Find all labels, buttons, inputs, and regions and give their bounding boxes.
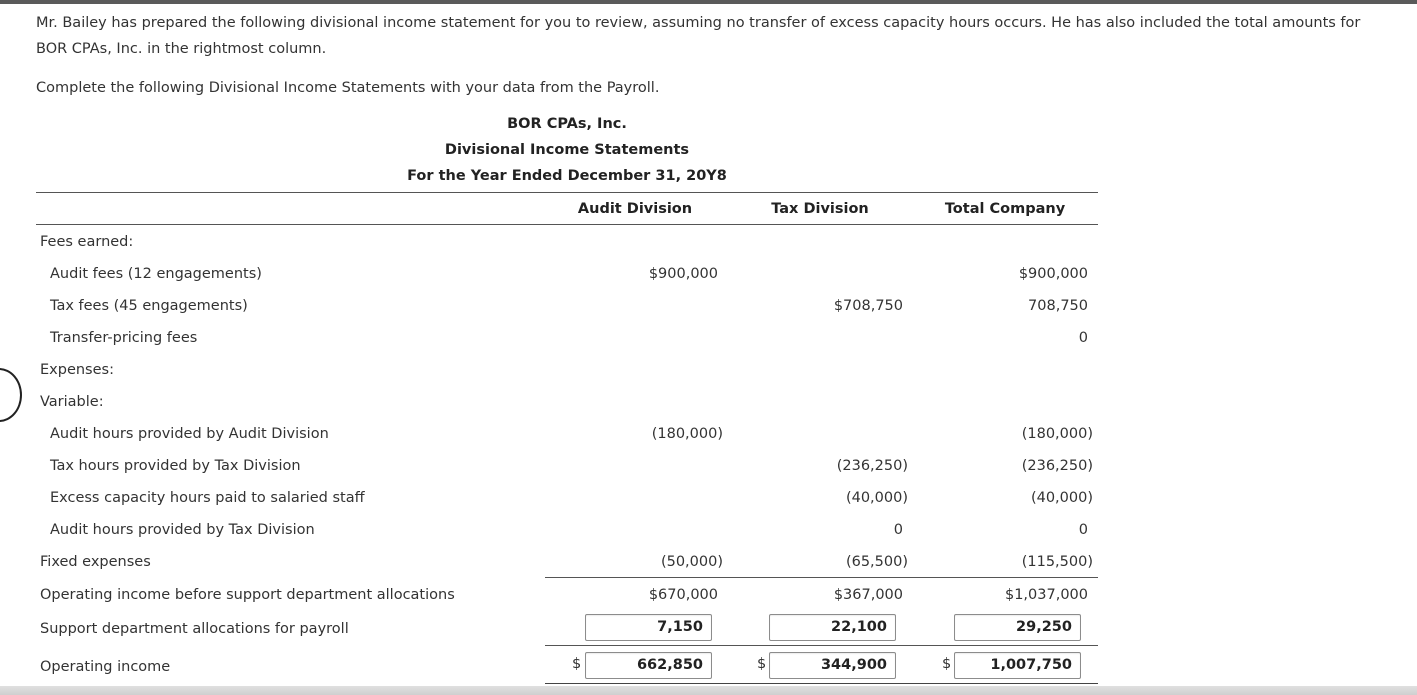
op-income-audit-dollar: $	[572, 656, 582, 672]
op-income-label: Operating income	[40, 659, 171, 675]
statement-period: For the Year Ended December 31, 20Y8	[407, 168, 727, 184]
op-before-tax: $367,000	[833, 587, 903, 603]
audit-hours-audit-label: Audit hours provided by Audit Division	[50, 426, 329, 442]
expenses-label: Expenses:	[40, 362, 114, 378]
tax-fees-tax: $708,750	[833, 298, 903, 314]
fees-earned-label: Fees earned:	[40, 234, 134, 250]
excess-capacity-label: Excess capacity hours paid to salaried staff	[50, 490, 365, 506]
op-income-top-rule	[545, 645, 1098, 646]
tax-fees-total: 708,750	[1028, 298, 1088, 314]
audit-fees-audit: $900,000	[648, 266, 718, 282]
support-tax-input[interactable]: 22,100	[769, 614, 896, 641]
transfer-fees-label: Transfer-pricing fees	[50, 330, 198, 346]
tax-hours-tax-tax: (236,250)	[836, 458, 908, 474]
header-top-rule	[36, 192, 1098, 193]
excess-capacity-total: (40,000)	[1030, 490, 1093, 506]
radio-indicator-icon[interactable]	[0, 368, 22, 422]
intro-line-1: Mr. Bailey has prepared the following divisional income statement for you to review, assuming no transfer of excess capacity hours occurs. He has also included the total amounts for	[36, 15, 1361, 31]
audit-hours-audit-audit: (180,000)	[651, 426, 723, 442]
col-header-tax: Tax Division	[771, 201, 869, 217]
audit-hours-tax-label: Audit hours provided by Tax Division	[50, 522, 315, 538]
op-before-label: Operating income before support department allocations	[40, 587, 455, 603]
tax-hours-tax-total: (236,250)	[1021, 458, 1093, 474]
fixed-expenses-total: (115,500)	[1021, 554, 1093, 570]
support-total-input[interactable]: 29,250	[954, 614, 1081, 641]
op-income-total-input[interactable]: 1,007,750	[954, 652, 1081, 679]
audit-fees-label: Audit fees (12 engagements)	[50, 266, 262, 282]
op-income-total-dollar: $	[942, 656, 952, 672]
transfer-fees-total: 0	[1078, 330, 1088, 346]
subtotal-rule	[545, 577, 1098, 578]
bottom-scroll-edge	[0, 686, 1417, 695]
top-border	[0, 0, 1417, 4]
excess-capacity-tax: (40,000)	[845, 490, 908, 506]
fixed-expenses-tax: (65,500)	[845, 554, 908, 570]
audit-hours-audit-total: (180,000)	[1021, 426, 1093, 442]
intro-line-2: BOR CPAs, Inc. in the rightmost column.	[36, 41, 327, 57]
support-audit-input[interactable]: 7,150	[585, 614, 712, 641]
audit-fees-total: $900,000	[1018, 266, 1088, 282]
double-rule-upper	[545, 683, 1098, 684]
instruction-text: Complete the following Divisional Income Statements with your data from the Payroll.	[36, 80, 660, 96]
tax-fees-label: Tax fees (45 engagements)	[50, 298, 248, 314]
col-header-audit: Audit Division	[577, 201, 693, 217]
op-income-audit-input[interactable]: 662,850	[585, 652, 712, 679]
company-name: BOR CPAs, Inc.	[507, 116, 627, 132]
op-before-audit: $670,000	[648, 587, 718, 603]
audit-hours-tax-total: 0	[1078, 522, 1088, 538]
support-label: Support department allocations for payroll	[40, 621, 349, 637]
op-before-total: $1,037,000	[1004, 587, 1088, 603]
op-income-tax-dollar: $	[757, 656, 767, 672]
variable-label: Variable:	[40, 394, 104, 410]
tax-hours-tax-label: Tax hours provided by Tax Division	[50, 458, 301, 474]
fixed-expenses-audit: (50,000)	[660, 554, 723, 570]
header-bottom-rule	[36, 224, 1098, 225]
op-income-tax-input[interactable]: 344,900	[769, 652, 896, 679]
statement-title: Divisional Income Statements	[444, 142, 690, 158]
audit-hours-tax-tax: 0	[893, 522, 903, 538]
col-header-total: Total Company	[944, 201, 1066, 217]
fixed-expenses-label: Fixed expenses	[40, 554, 151, 570]
